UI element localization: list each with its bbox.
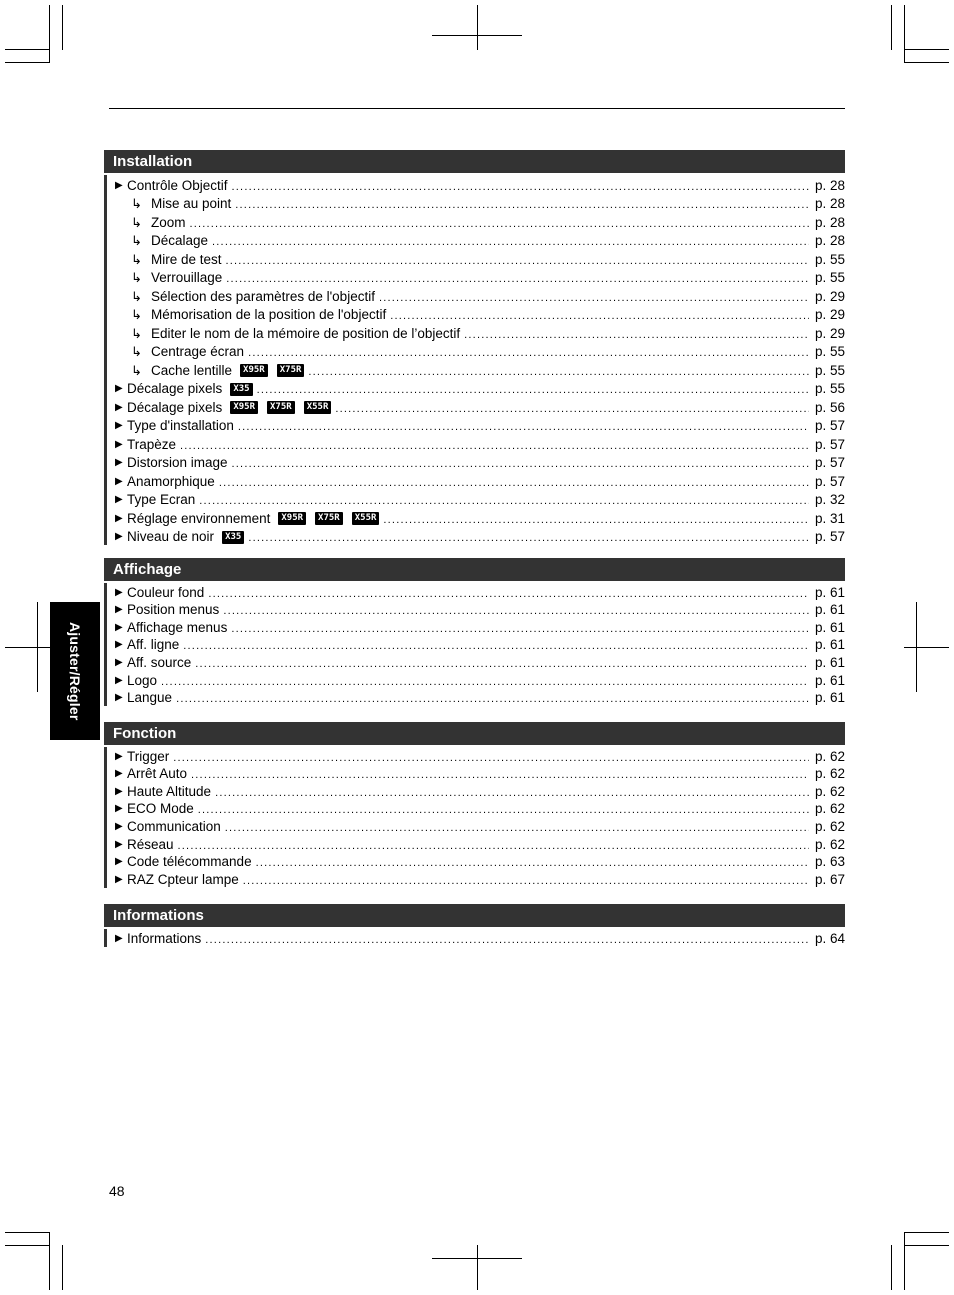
sub-arrow-icon: ↳ [131,214,142,230]
toc-entry[interactable] [107,800,845,818]
dot-leader [308,365,809,379]
toc-entry[interactable] [107,231,845,250]
dot-leader [243,874,809,888]
section-title: Fonction [104,722,845,745]
dot-leader [176,692,809,706]
entry-lead [107,637,179,653]
entry-lead [107,381,253,397]
entry-lead [107,749,169,765]
entry-lead [107,474,215,490]
toc-entry[interactable] [107,434,845,453]
entry-page: p. 62 [814,748,845,764]
model-badge: X55R [304,401,332,414]
entry-page: p. 57 [814,455,845,470]
toc-entry[interactable] [107,636,845,654]
entry-page: p. 57 [814,418,845,433]
entry-lead [107,602,219,618]
triangle-bullet-icon: ▶ [115,933,123,944]
dot-leader [257,383,809,397]
dot-leader [183,639,809,653]
section-title: Informations [104,904,845,927]
toc-entry[interactable] [107,765,845,783]
model-badge: X95R [230,401,258,414]
triangle-bullet-icon: ▶ [115,586,123,598]
triangle-bullet-icon: ▶ [115,401,123,413]
entry-page: p. 62 [814,783,845,799]
dot-leader [198,803,809,817]
entry-page: p. 62 [814,801,845,817]
dot-leader [223,604,809,618]
model-badge: X95R [278,512,306,525]
entry-lead [107,215,186,231]
entry-page: p. 61 [814,602,845,618]
entry-lead [107,872,239,888]
section-body [104,929,845,947]
entry-label: Couleur fond [127,584,205,600]
sub-arrow-icon: ↳ [131,325,142,341]
entry-label: Sélection des paramètres de l'objectif [151,288,375,304]
entry-lead [107,492,195,508]
sub-arrow-icon: ↳ [131,251,142,267]
entry-page: p. 64 [814,931,845,946]
sub-arrow-icon: ↳ [131,344,142,359]
entry-label: Logo [127,672,158,688]
toc-entry[interactable] [107,653,845,671]
dot-leader [379,291,809,305]
sub-arrow-icon: ↳ [131,196,142,211]
dot-leader [195,657,809,671]
entry-label: Trapèze [127,436,177,452]
section-title: Affichage [104,558,845,581]
triangle-bullet-icon: ▶ [115,856,123,868]
entry-label: Position menus [127,602,220,618]
entry-label: Editer le nom de la mémoire de position de l’objectif [151,325,461,341]
section-body [104,583,845,706]
triangle-bullet-icon: ▶ [115,750,123,762]
entry-lead [107,766,187,782]
toc-entry[interactable] [107,929,845,947]
sub-arrow-icon: ↳ [131,362,142,378]
entry-label: Langue [127,690,173,706]
entry-page: p. 61 [814,584,845,600]
toc-entry[interactable] [107,508,845,527]
entry-page: p. 61 [814,672,845,688]
toc-entry[interactable] [107,870,845,888]
toc-entry[interactable] [107,782,845,800]
dot-leader [231,622,809,636]
triangle-bullet-icon: ▶ [115,512,123,524]
model-badge: X35 [230,383,252,396]
entry-lead [107,307,386,323]
triangle-bullet-icon: ▶ [115,604,123,616]
toc-entry[interactable] [107,453,845,472]
entry-page: p. 32 [814,492,845,507]
dot-leader [212,235,809,249]
entry-lead [107,690,172,706]
model-badge: X55R [352,512,380,525]
entry-page: p. 55 [814,251,845,267]
toc-entry[interactable] [107,583,845,601]
dot-leader [464,328,809,342]
triangle-bullet-icon: ▶ [115,621,123,633]
entry-lead [107,673,157,689]
entry-lead [107,326,460,342]
toc-entry[interactable] [107,471,845,490]
triangle-bullet-icon: ▶ [115,873,123,885]
toc-entry[interactable] [107,323,845,342]
entry-page: p. 56 [814,399,845,415]
dot-leader [248,531,809,545]
toc-entry[interactable] [107,817,845,835]
entry-label: Communication [127,818,221,834]
entry-label: Décalage [151,233,209,248]
entry-lead [107,437,176,453]
triangle-bullet-icon: ▶ [115,383,123,394]
toc-entry[interactable] [107,601,845,619]
model-badge: X75R [267,401,295,414]
entry-lead [107,620,227,636]
dot-leader [173,751,809,765]
dot-leader [226,272,809,286]
entry-label: Haute Altitude [127,783,212,799]
toc-entry[interactable] [107,212,845,231]
dot-leader [190,217,809,231]
entry-page: p. 61 [814,619,845,635]
toc-entry[interactable] [107,379,845,398]
entry-lead [107,837,174,853]
entry-page: p. 63 [814,854,845,870]
toc-entry[interactable] [107,527,845,546]
entry-lead [107,289,375,305]
entry-page: p. 28 [814,214,845,230]
entry-page: p. 62 [814,766,845,782]
entry-lead [107,784,211,800]
entry-page: p. 55 [814,362,845,378]
entry-lead [107,252,222,268]
entry-label: Décalage pixels [127,381,223,396]
entry-page: p. 28 [814,177,845,193]
sub-arrow-icon: ↳ [131,288,142,304]
triangle-bullet-icon: ▶ [115,531,123,542]
dot-leader [219,476,809,490]
triangle-bullet-icon: ▶ [115,438,123,450]
dot-leader [208,587,809,601]
toc-entry[interactable] [107,618,845,636]
toc-entry[interactable] [107,671,845,689]
entry-lead [107,931,201,947]
triangle-bullet-icon: ▶ [115,179,123,191]
entry-label: Zoom [151,214,186,230]
sub-arrow-icon: ↳ [131,270,142,285]
entry-label: Contrôle Objectif [127,177,228,193]
dot-leader [191,768,809,782]
section-informations [104,904,845,947]
entry-lead [107,655,191,671]
entry-page: p. 62 [814,836,845,852]
entry-lead [107,819,221,835]
toc-entry[interactable] [107,342,845,361]
entry-label: Réglage environnement [127,510,271,526]
sub-arrow-icon: ↳ [131,233,142,248]
dot-leader [256,856,809,870]
entry-page: p. 55 [814,344,845,359]
toc-entry[interactable] [107,360,845,379]
entry-label: Aff. ligne [127,637,180,653]
entry-label: ECO Mode [127,801,194,817]
entry-lead [107,178,228,194]
section-installation [104,150,845,545]
model-badge: X95R [240,364,268,377]
entry-label: Réseau [127,836,174,852]
triangle-bullet-icon: ▶ [115,475,123,487]
entry-page: p. 62 [814,818,845,834]
model-badge: X75R [277,364,305,377]
dot-leader [235,198,809,212]
entry-page: p. 61 [814,690,845,706]
side-tab [50,602,100,740]
dot-leader [226,254,809,268]
entry-label: Anamorphique [127,473,215,489]
dot-leader [390,309,809,323]
toc-entry[interactable] [107,416,845,435]
section-body [104,747,845,888]
toc-entry[interactable] [107,835,845,853]
entry-page: p. 29 [814,307,845,322]
entry-page: p. 57 [814,436,845,452]
section-fonction [104,722,845,888]
dot-leader [238,420,809,434]
triangle-bullet-icon: ▶ [115,639,123,651]
toc-entry[interactable] [107,689,845,707]
entry-lead [107,854,252,870]
toc-entry[interactable] [107,194,845,213]
dot-leader [383,513,809,527]
entry-page: p. 61 [814,654,845,670]
entry-page: p. 28 [814,233,845,248]
entry-page: p. 29 [814,288,845,304]
toc-entry[interactable] [107,397,845,416]
toc-entry[interactable] [107,490,845,509]
entry-lead [107,529,244,545]
entry-page: p. 29 [814,325,845,341]
triangle-bullet-icon: ▶ [115,785,123,797]
entry-lead [107,801,194,817]
toc-entry[interactable] [107,175,845,194]
entry-page: p. 31 [814,510,845,526]
entry-label: Type Ecran [127,492,196,507]
dot-leader [205,933,809,947]
entry-lead [107,400,331,416]
section-affichage [104,558,845,706]
page-number: 48 [109,1183,125,1199]
triangle-bullet-icon: ▶ [115,494,123,505]
entry-label: Centrage écran [151,344,245,359]
entry-lead [107,233,208,249]
dot-leader [335,402,809,416]
entry-page: p. 55 [814,381,845,396]
entry-label: Mémorisation de la position de l'objectif [151,307,387,322]
model-badge: X35 [222,531,244,544]
triangle-bullet-icon: ▶ [115,692,123,704]
dot-leader [248,346,809,360]
section-body [104,175,845,545]
toc-entry[interactable] [107,305,845,324]
entry-label: RAZ Cpteur lampe [127,871,239,887]
entry-label: Arrêt Auto [127,766,188,782]
dot-leader [225,821,809,835]
dot-leader [232,457,809,471]
entry-lead [107,455,228,471]
entry-label: Distorsion image [127,455,228,470]
dot-leader [232,180,809,194]
entry-label: Trigger [127,748,170,764]
dot-leader [178,839,809,853]
triangle-bullet-icon: ▶ [115,803,123,815]
triangle-bullet-icon: ▶ [115,457,123,468]
entry-label: Affichage menus [127,619,228,635]
dot-leader [215,786,809,800]
dot-leader [161,675,809,689]
entry-page: p. 28 [814,196,845,211]
model-badge: X75R [315,512,343,525]
toc-entry[interactable] [107,853,845,871]
dot-leader [199,494,809,508]
triangle-bullet-icon: ▶ [115,838,123,850]
entry-lead [107,196,231,212]
entry-lead [107,585,204,601]
sub-arrow-icon: ↳ [131,307,142,322]
side-tab-label: Ajuster/Régler [67,621,83,721]
entry-lead [107,363,304,379]
entry-label: Niveau de noir [127,529,215,544]
section-title: Installation [104,150,845,173]
entry-label: Mise au point [151,196,232,211]
toc-entry[interactable] [107,286,845,305]
triangle-bullet-icon: ▶ [115,820,123,832]
header-rule [109,108,845,109]
entry-label: Mire de test [151,251,222,267]
dot-leader [180,439,809,453]
toc-entry[interactable] [107,747,845,765]
entry-lead [107,344,244,360]
triangle-bullet-icon: ▶ [115,768,123,780]
triangle-bullet-icon: ▶ [115,656,123,668]
toc-entry[interactable] [107,268,845,287]
entry-lead [107,270,222,286]
entry-label: Cache lentille [151,362,233,378]
entry-label: Aff. source [127,654,192,670]
entry-lead [107,511,379,527]
triangle-bullet-icon: ▶ [115,674,123,686]
entry-label: Code télécommande [127,854,252,870]
toc-entry[interactable] [107,249,845,268]
entry-label: Type d'installation [127,418,234,433]
entry-lead [107,418,234,434]
entry-page: p. 61 [814,637,845,653]
entry-page: p. 67 [814,871,845,887]
entry-page: p. 57 [814,529,845,544]
entry-label: Décalage pixels [127,399,223,415]
entry-label: Informations [127,931,202,946]
entry-label: Verrouillage [151,270,223,285]
entry-page: p. 55 [814,270,845,285]
triangle-bullet-icon: ▶ [115,420,123,431]
entry-page: p. 57 [814,473,845,489]
